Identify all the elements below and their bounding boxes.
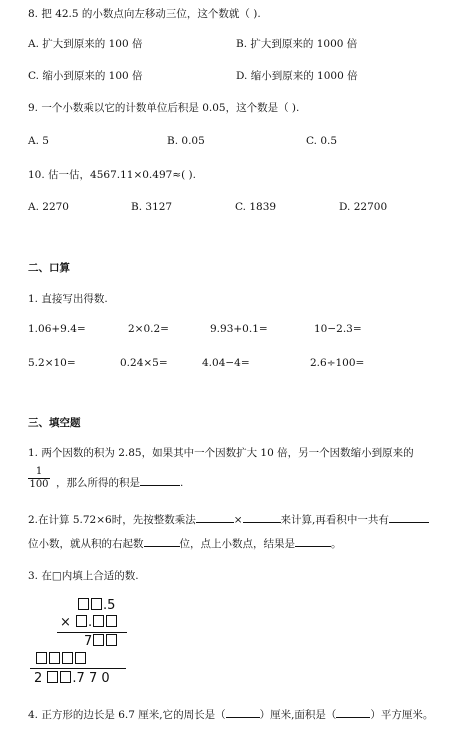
digit-box[interactable]	[49, 652, 60, 664]
fill-q2-text: 位，点上小数点，结果是	[179, 538, 295, 550]
fill-q4-text: ）平方厘米。	[370, 709, 434, 721]
section3-heading: 三、填空题	[28, 417, 81, 429]
oral-item: 9.93+0.1=	[210, 323, 268, 335]
digit-box[interactable]	[36, 652, 47, 664]
calc-row3	[84, 634, 118, 649]
calc-text: 7	[84, 634, 93, 649]
q9-option-b: B. 0.05	[167, 135, 205, 147]
fill-q2-line2	[28, 535, 342, 551]
calc-rule	[30, 668, 126, 669]
oral-item: 5.2×10=	[28, 357, 76, 369]
fill-q2-text: 2.在计算 5.72×6时，先按整数乘法	[28, 514, 196, 526]
digit-box[interactable]	[93, 634, 104, 646]
section2-q1: 1. 直接写出得数.	[28, 293, 108, 305]
fill-q1-text: ，那么所得的积是	[56, 477, 140, 489]
answer-blank[interactable]	[196, 511, 234, 523]
calc-text: .	[88, 615, 93, 630]
q8-option-d: D. 缩小到原来的 1000 倍	[236, 70, 358, 82]
multiply-sign: ×	[233, 514, 243, 526]
q9-stem: 9. 一个小数乘以它的计数单位后积是 0.05，这个数是（ ).	[28, 102, 300, 114]
answer-blank[interactable]	[243, 511, 281, 523]
digit-box[interactable]	[76, 615, 87, 627]
answer-blank[interactable]	[144, 535, 180, 547]
digit-box[interactable]	[47, 671, 58, 683]
q9-option-a: A. 5	[28, 135, 49, 147]
digit-box[interactable]	[60, 671, 71, 683]
calc-row1	[77, 598, 115, 613]
calc-row4	[35, 652, 87, 667]
oral-item: 2×0.2=	[128, 323, 169, 335]
fraction-denominator: 100	[29, 479, 49, 490]
q10-option-a: A. 2270	[28, 201, 69, 213]
q9-option-c: C. 0.5	[306, 135, 338, 147]
q8-option-b: B. 扩大到原来的 1000 倍	[236, 38, 358, 50]
oral-item: 2.6÷100=	[310, 357, 365, 369]
fill-q1-line2	[56, 474, 183, 490]
oral-item: 1.06+9.4=	[28, 323, 86, 335]
answer-blank[interactable]	[226, 706, 260, 718]
q10-option-c: C. 1839	[235, 201, 277, 213]
fraction-one-hundredth	[28, 466, 50, 491]
fill-q2-line1	[28, 511, 429, 527]
oral-item: 10−2.3=	[314, 323, 362, 335]
answer-blank[interactable]	[336, 706, 370, 718]
digit-box[interactable]	[78, 598, 89, 610]
answer-blank[interactable]	[295, 535, 331, 547]
calc-text: 2	[34, 671, 43, 686]
q8-stem: 8. 把 42.5 的小数点向左移动三位，这个数就（ ).	[28, 8, 261, 20]
fill-q4	[28, 706, 433, 722]
q10-option-d: D. 22700	[339, 201, 388, 213]
multiply-sign: ×	[60, 615, 71, 630]
fill-q4-text: 4. 正方形的边长是 6.7 厘米,它的周长是（	[28, 709, 226, 721]
fill-q1-line1: 1. 两个因数的积为 2.85，如果其中一个因数扩大 10 倍，另一个因数缩小到原来的	[28, 447, 414, 459]
oral-item: 0.24×5=	[120, 357, 168, 369]
digit-box[interactable]	[106, 615, 117, 627]
digit-box[interactable]	[91, 598, 102, 610]
q10-option-b: B. 3127	[131, 201, 173, 213]
q8-option-c: C. 缩小到原来的 100 倍	[28, 70, 143, 82]
digit-box[interactable]	[62, 652, 73, 664]
calc-text: .5	[103, 598, 116, 613]
calc-rule	[57, 632, 127, 633]
fraction-numerator: 1	[28, 466, 50, 479]
answer-blank[interactable]	[140, 474, 180, 486]
fill-q3: 3. 在□内填上合适的数.	[28, 570, 139, 582]
fill-q4-text: ）厘米,面积是（	[259, 709, 337, 721]
q8-option-a: A. 扩大到原来的 100 倍	[28, 38, 143, 50]
fill-q2-text: 位小数，就从积的右起数	[28, 538, 144, 550]
digit-box[interactable]	[93, 615, 104, 627]
calc-text: .7 7 0	[72, 671, 110, 686]
fill-q2-period: 。	[331, 538, 342, 550]
answer-blank[interactable]	[389, 511, 429, 523]
digit-box[interactable]	[106, 634, 117, 646]
calc-row5	[34, 671, 110, 686]
calc-row2	[60, 615, 118, 630]
digit-box[interactable]	[75, 652, 86, 664]
fill-q2-text: 来计算,再看积中一共有	[280, 514, 389, 526]
q10-stem: 10. 估一估，4567.11×0.497≈( ).	[28, 169, 196, 181]
section2-heading: 二、口算	[28, 262, 70, 274]
fill-q1-period: .	[180, 477, 184, 489]
oral-item: 4.04−4=	[202, 357, 250, 369]
